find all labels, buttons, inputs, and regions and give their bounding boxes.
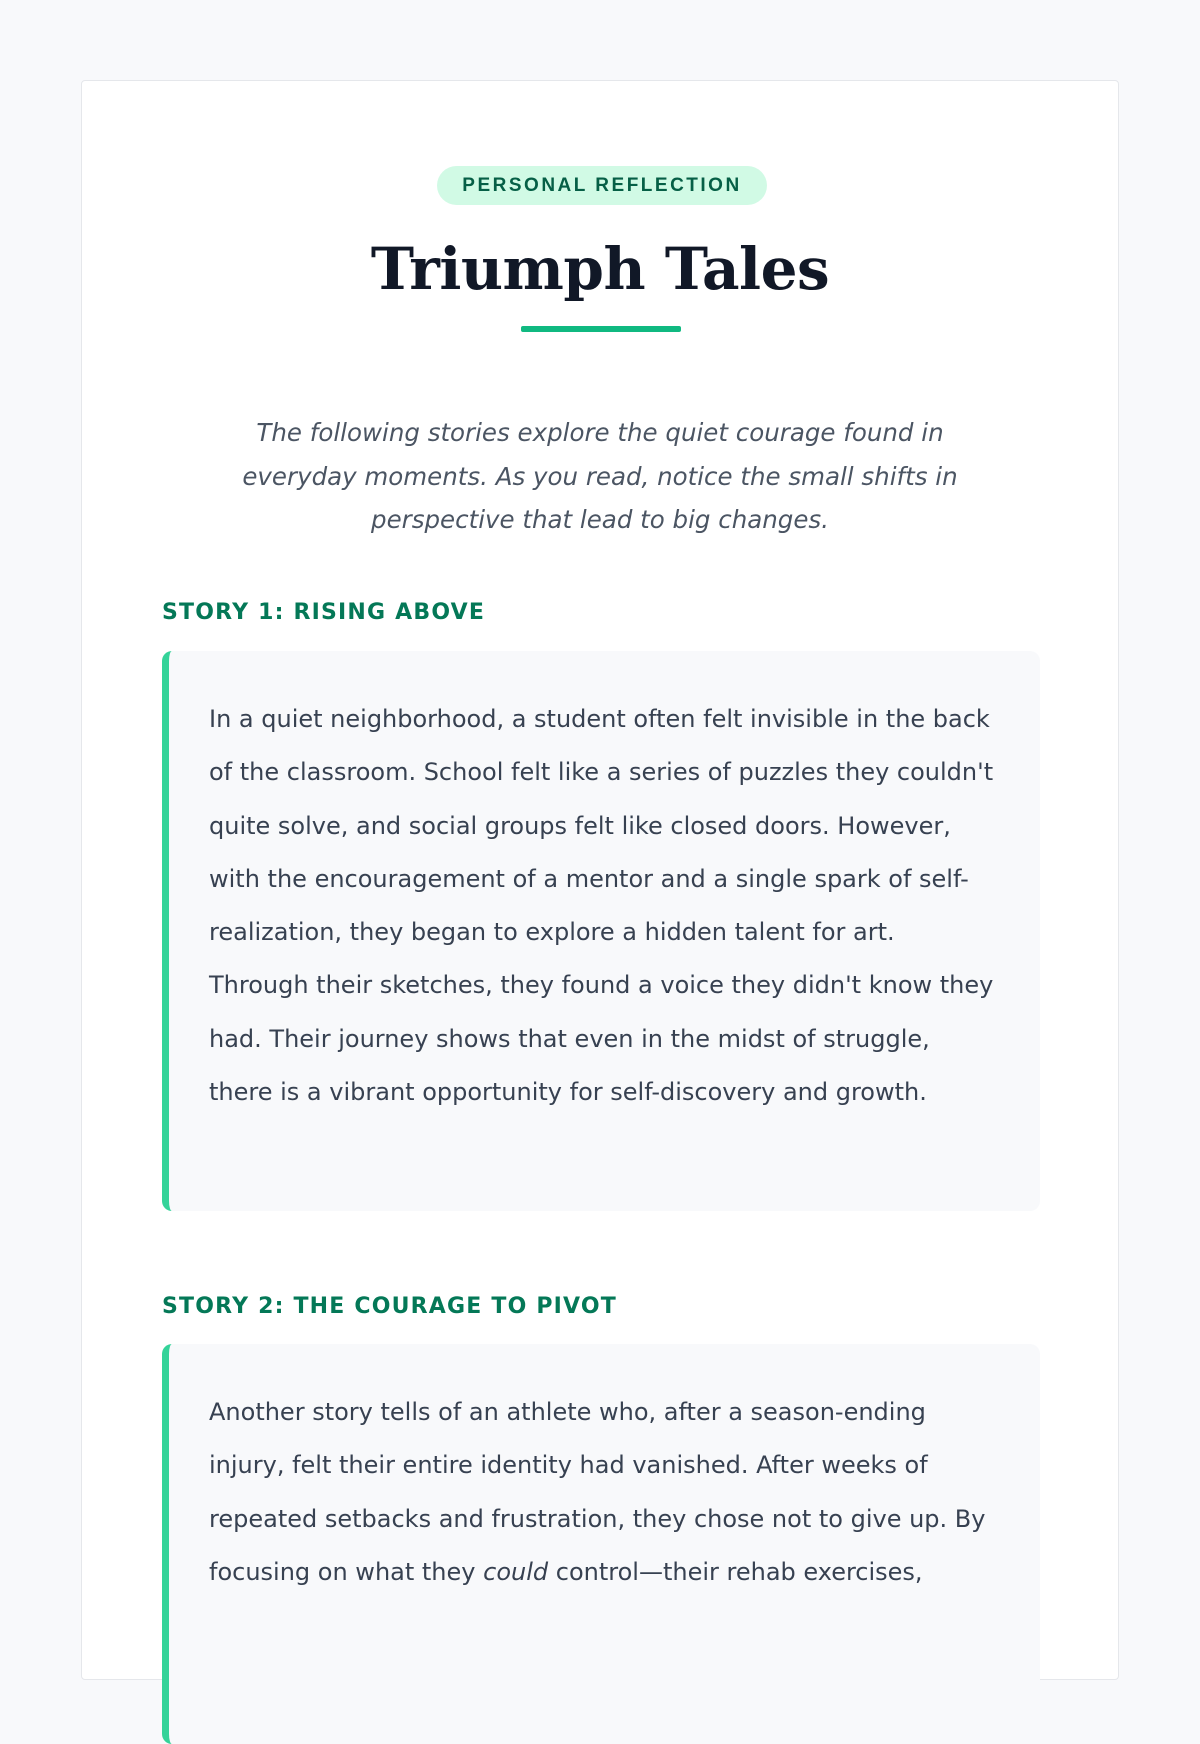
title-underline — [521, 326, 681, 332]
article-card — [81, 80, 1119, 1680]
story-2-text-emphasis: could — [483, 1557, 549, 1586]
story-1-text: In a quiet neighborhood, a student often felt invisible in the back of the classroom. School felt like a series of puzzles they couldn't quite solve, and social groups felt like closed doors. However, with the encouragement of a mentor and a single spark of self-realization, they began to explore a hidden talent for art. Through their sketches, they found a voice they didn't know they had. Their journey shows that even in the midst of struggle, there is a vibrant opportunity for self-discovery and growth. — [209, 705, 994, 1107]
story-1-box — [162, 651, 1040, 1211]
intro-text: The following stories explore the quiet courage found in everyday moments. As you read, notice the small shifts in perspective that lead to big changes. — [242, 418, 958, 534]
story-2-box — [162, 1344, 1040, 1744]
story-1-heading: STORY 1: RISING ABOVE — [162, 600, 486, 625]
story-2-text-part-1: Another story tells of an athlete who, after a season-ending injury, felt their entire identity had vanished. After weeks of repeated setbacks and frustration, they chose not to give up. By focusing on what they — [209, 1398, 986, 1586]
story-2-text-part-2: control—their rehab exercises, — [548, 1557, 923, 1586]
category-badge: PERSONAL REFLECTION — [437, 166, 767, 205]
story-2-heading: STORY 2: THE COURAGE TO PIVOT — [162, 1294, 618, 1319]
page-title: Triumph Tales — [370, 235, 830, 303]
story-2-text — [209, 1386, 1000, 1599]
